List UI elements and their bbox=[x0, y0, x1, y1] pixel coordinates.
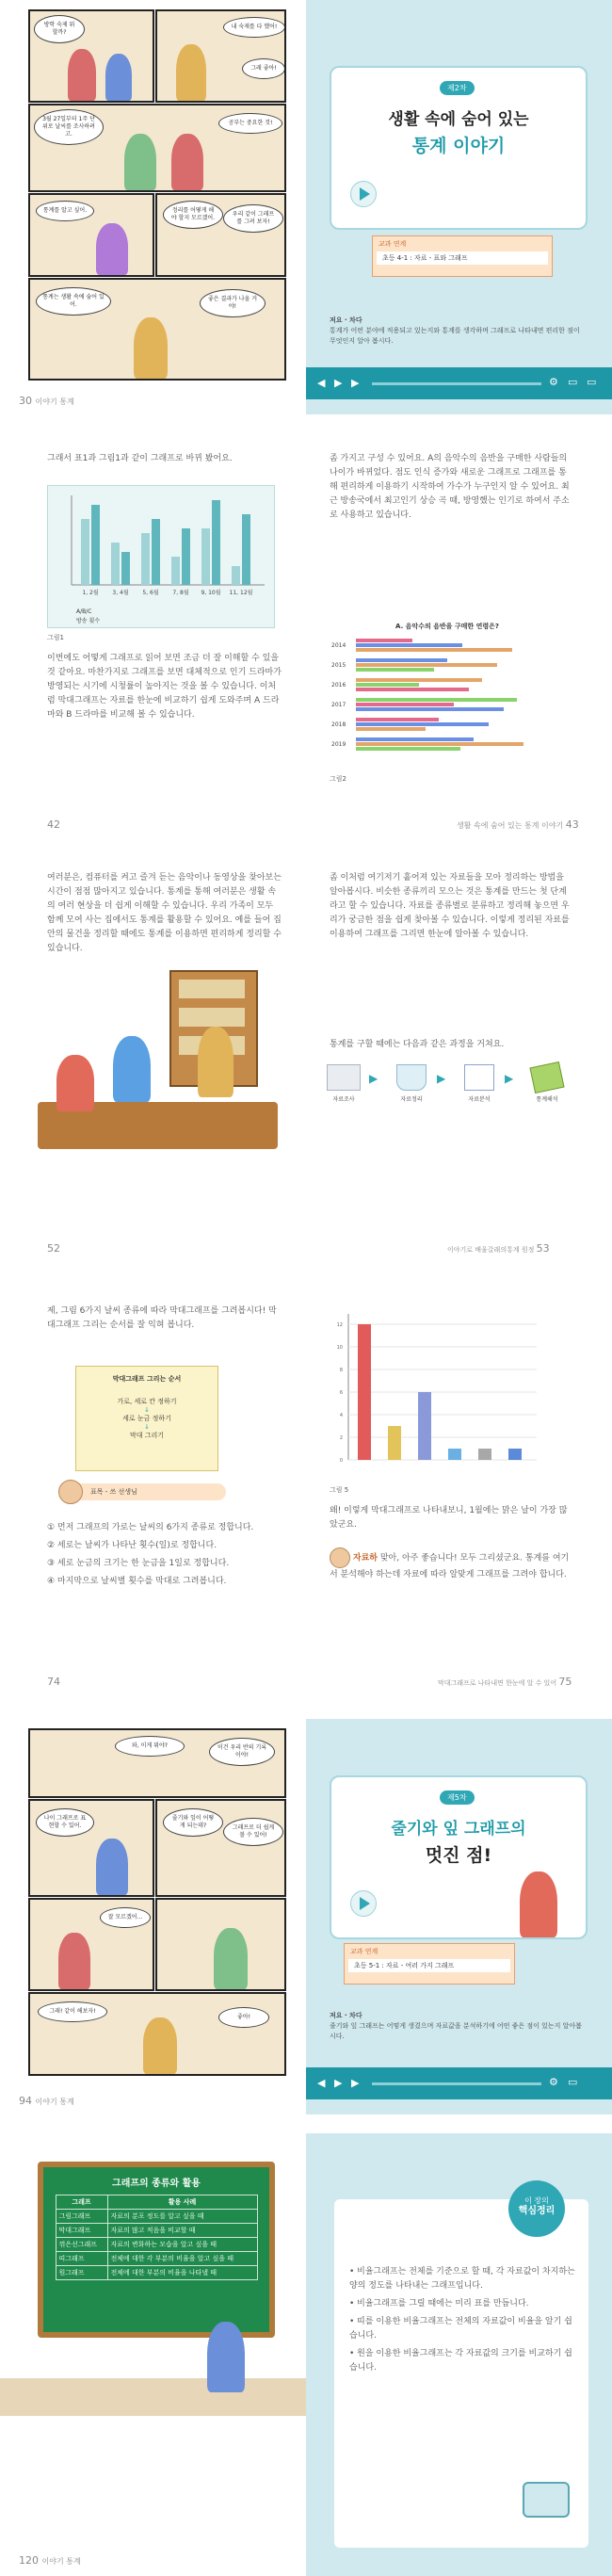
table-row: 꺾은선그래프 자료의 변화하는 모습을 알고 싶을 때 bbox=[56, 2238, 257, 2252]
bar-chart-figure bbox=[47, 485, 275, 628]
text-page bbox=[306, 1295, 612, 1695]
bar bbox=[201, 528, 210, 585]
bar bbox=[356, 688, 469, 691]
comic-page bbox=[0, 0, 306, 414]
bar bbox=[356, 648, 512, 652]
tick-label: 0 bbox=[339, 1458, 343, 1464]
chapter-title-page bbox=[306, 0, 612, 414]
chalkboard bbox=[38, 2162, 275, 2338]
chapter-title-line2: 통계 이야기 bbox=[411, 136, 506, 156]
bar bbox=[232, 566, 240, 585]
page-number: 30 이야기 통계 bbox=[19, 395, 74, 407]
tick-label: 11, 12월 bbox=[229, 590, 253, 596]
play-icon[interactable] bbox=[350, 181, 377, 207]
comic-panel bbox=[28, 1799, 154, 1897]
spread-1 bbox=[0, 0, 612, 414]
bar bbox=[171, 557, 180, 585]
bar bbox=[111, 543, 120, 585]
summary-list bbox=[349, 2265, 575, 2379]
character-figure bbox=[176, 44, 206, 101]
comic-panel bbox=[28, 1898, 154, 1991]
speech-bubble: 통계는 생활 속에 숨어 있어. bbox=[36, 287, 111, 316]
comic-page bbox=[0, 1719, 306, 2114]
chapter-title-line1: 줄기와 잎 그래프의 bbox=[391, 1820, 526, 1839]
comic-panel bbox=[28, 193, 154, 277]
table-row: 막대그래프 자료의 많고 적음을 비교할 때 bbox=[56, 2224, 257, 2238]
character-figure bbox=[68, 49, 96, 101]
speech-bubble: 그래! 같이 해보자! bbox=[38, 2001, 107, 2022]
tip-badge: 표목 - 쓰 선생님 bbox=[66, 1483, 226, 1500]
text-page bbox=[306, 443, 612, 838]
bar bbox=[356, 703, 454, 706]
bar bbox=[418, 1392, 431, 1460]
arrow-icon: ▶ bbox=[437, 1072, 446, 1085]
next-icon[interactable]: ▶ bbox=[351, 2077, 360, 2089]
speech-bubble: 그래 좋아! bbox=[242, 58, 285, 79]
speech-bubble: 공부는 중요한 것! bbox=[218, 113, 282, 134]
bar bbox=[356, 742, 523, 746]
bar bbox=[121, 552, 130, 585]
lead-text: 통계를 구할 때에는 다음과 같은 과정을 거쳐요. bbox=[330, 1040, 505, 1049]
bar bbox=[388, 1426, 401, 1460]
page-number: 막대그래프로 나타내면 한눈에 알 수 있어 75 bbox=[438, 1676, 572, 1688]
desk bbox=[0, 2378, 306, 2416]
comic-panel bbox=[155, 193, 286, 277]
list-item: • 원을 이용한 비율그래프는 각 자료값의 크기를 비교하기 쉽습니다. bbox=[349, 2349, 572, 2373]
body-text: 여러분은, 컴퓨터를 켜고 즐겨 듣는 음악이나 동영상을 찾아보는 시간이 점점 많아지고 있습니다. 통계를 통해 여러분은 생활 속의 여러 현상을 더 쉽게 이해할 수 있습니다. 우리 가족이 모두 함께 모여 사는 집에서도 통계를 활용할 수 있어요. 예를 들어 집안의 물건을 정리할 때에도 통계를 이용하면 편리하게 정리할 수 있습니다. bbox=[47, 873, 282, 953]
bar-chart bbox=[48, 486, 274, 627]
hbar-chart bbox=[330, 631, 565, 758]
table-row: 띠그래프 전체에 대한 각 부분의 비율을 알고 싶을 때 bbox=[56, 2252, 257, 2266]
bar bbox=[356, 663, 497, 667]
teacher-quote: 자료하 맞아, 아주 좋습니다! 모두 그리셨군요. 통계를 여기서 분석해야 하는데 자료에 따라 알맞게 그래프를 그려야 합니다. bbox=[330, 1547, 570, 1582]
baseball-player-figure bbox=[520, 1871, 557, 1937]
video-screen bbox=[330, 66, 588, 230]
progress-bar[interactable] bbox=[372, 382, 541, 385]
speech-bubble: 좋아! bbox=[218, 2007, 269, 2028]
bar bbox=[141, 533, 150, 585]
bar bbox=[242, 514, 250, 585]
bar bbox=[356, 683, 419, 687]
page-number: 42 bbox=[47, 818, 60, 831]
comic-panel bbox=[155, 9, 286, 103]
character-figure bbox=[96, 223, 128, 275]
body-text: 좀 가지고 구성 수 있어요. A의 음악수의 음반을 구매한 사람들의 나이가 바뀌었다. 점도 인식 증가와 새로운 그래프로 그래프를 통해 편리하게 이용하기 시작하여 가수가 누구인지 알 수 있어요. 최근 방송국에서 최고인기 상승 곡 때, 방영했는 인기로 하여서 주소로 사용하고 있습니다. bbox=[330, 454, 570, 520]
tick-label: 9, 10월 bbox=[201, 590, 221, 596]
bar bbox=[356, 643, 462, 647]
body-text: 좀 이처럼 여기저기 흩어져 있는 자료들을 모아 정리하는 방법을 알아봅시다. 비슷한 종류끼리 모으는 것은 통계를 만드는 첫 단계라고 할 수 있습니다. 자료를 종류별로 분류하고 정리해 놓으면 우리가 궁금한 점을 쉽게 찾아볼 수 있습니다. 이렇게 정리된 자료를 이용하여 그래프를 그리면 한눈에 알아볼 수 있습니다. bbox=[330, 873, 570, 939]
text-page bbox=[0, 867, 306, 1262]
comic-panel bbox=[28, 1992, 286, 2076]
step-item: 자료정리 bbox=[388, 1064, 435, 1103]
bar bbox=[212, 500, 220, 585]
bar bbox=[356, 668, 434, 672]
fullscreen-icon[interactable]: ▭ bbox=[568, 2076, 578, 2088]
player-bar bbox=[306, 367, 612, 399]
character-figure bbox=[96, 1839, 128, 1895]
body-text: 그래서 표1과 그림1과 같이 그래프로 바뀌 봤어요. bbox=[47, 454, 233, 463]
speech-bubble: 이건 우리 반의 기록이야! bbox=[209, 1738, 275, 1766]
tick-label: 7, 8월 bbox=[172, 590, 189, 596]
character-figure bbox=[171, 134, 203, 190]
body-text: 제, 그림 6가지 날씨 종류에 따라 막대그래프를 그려봅시다! 막대그래프 그리는 순서를 잘 익혀 봅니다. bbox=[47, 1306, 277, 1330]
spread-5 bbox=[0, 1719, 612, 2114]
bar bbox=[81, 519, 89, 585]
tick-label: 3, 4월 bbox=[112, 590, 129, 596]
step-item: 통계해석 bbox=[523, 1064, 571, 1103]
table-label: A/B/C bbox=[76, 608, 92, 615]
tick-label: 2017 bbox=[331, 702, 346, 708]
speech-bubble: 우리 같이 그래프를 그려 보자! bbox=[223, 204, 283, 233]
bar bbox=[91, 505, 100, 585]
illustration-page bbox=[0, 2133, 306, 2576]
step-item: 자료조사 bbox=[320, 1064, 367, 1103]
page-number: 94 이야기 통계 bbox=[19, 2095, 74, 2107]
speech-bubble: 좋은 결과가 나올 거야! bbox=[200, 289, 266, 317]
tick-label: 1, 2월 bbox=[82, 590, 99, 596]
spread-6 bbox=[0, 2133, 612, 2576]
arrow-icon: ▶ bbox=[505, 1072, 514, 1085]
character-figure bbox=[143, 2017, 177, 2074]
figure-caption: 그림1 bbox=[47, 634, 64, 641]
speech-bubble: 그래프로 더 쉽게 볼 수 있어! bbox=[223, 1818, 283, 1846]
tick-label: 2015 bbox=[331, 662, 346, 669]
character-figure bbox=[134, 317, 168, 379]
board-table: 그래프 활용 사례 그림그래프 자료의 분포 정도를 알고 싶을 때 막대그래프 자료의 많고 적음을 비교할 때 꺾은선그래프 자료의 변화하는 모습을 알고 싶을 때 띠그래프 전체에 대한 각 부분의 비율을 알고 싶을 때 원그래프 전체에 대한 부분의 비율을 나타낼 때 bbox=[56, 2195, 258, 2280]
bar bbox=[356, 707, 504, 711]
tick-label: 2014 bbox=[331, 642, 346, 649]
tick-label: 4 bbox=[339, 1413, 343, 1418]
figure-caption: 그림2 bbox=[330, 775, 346, 783]
weather-bar-chart bbox=[330, 1304, 546, 1479]
text-page bbox=[0, 443, 306, 838]
chapter-caption: 저요 · 차다 통계가 어떤 분야에 적용되고 있는지와 통계를 생각하며 그래프로 나타내면 편리한 점이 무엇인지 알아 봅시다. bbox=[330, 316, 580, 345]
tick-label: 2018 bbox=[331, 721, 346, 728]
video-screen bbox=[330, 1775, 588, 1939]
chapter-title-page bbox=[306, 1719, 612, 2114]
summary-card bbox=[334, 2196, 588, 2548]
page-number: 52 bbox=[47, 1242, 60, 1255]
page-number: 생활 속에 숨어 있는 통계 이야기 43 bbox=[457, 818, 579, 831]
prev-icon[interactable]: ◀ bbox=[317, 2077, 326, 2089]
chapter-tag: 제5차 bbox=[440, 1790, 475, 1805]
page-number: 74 bbox=[47, 1676, 60, 1688]
text-page bbox=[0, 1295, 306, 1695]
table-row: 그림그래프 자료의 분포 정도를 알고 싶을 때 bbox=[56, 2210, 257, 2224]
speech-bubble: 통계를 알고 싶어. bbox=[36, 201, 94, 221]
list-item: • 비율그래프는 전체를 기준으로 할 때, 각 자료값이 차지하는 양의 정도를 나타내는 그래프입니다. bbox=[349, 2267, 575, 2291]
bar bbox=[356, 747, 460, 751]
bar bbox=[478, 1449, 491, 1460]
bar bbox=[358, 1324, 371, 1460]
fullscreen-icon[interactable]: ▭ bbox=[568, 376, 578, 388]
character-figure bbox=[214, 1928, 248, 1989]
step-item: 자료분석 bbox=[456, 1064, 503, 1103]
body-text: 이번에도 어떻게 그래프로 읽어 보면 조금 더 잘 이해할 수 있을 것 같아요. 마찬가지로 그래프를 보면 대체적으로 인기 드라마가 방영되는 시기에 시청률이 높아지는 것을 볼 수 있습니다. 이처럼 막대그래프는 자료를 한눈에 비교하기 쉽게 도와주며 A 드라마와 B 드라마를 비교해 볼 수 있습니다. bbox=[47, 654, 282, 720]
spread-2 bbox=[0, 443, 612, 838]
comic-panel bbox=[28, 104, 286, 192]
spread-4 bbox=[0, 1295, 612, 1695]
bar bbox=[356, 722, 489, 726]
summary-page bbox=[306, 2133, 612, 2576]
tick-label: 8 bbox=[339, 1368, 343, 1373]
bar bbox=[356, 718, 439, 721]
player-bar bbox=[306, 2067, 612, 2099]
horizontal-bar-chart bbox=[330, 622, 565, 763]
arrow-icon: ▶ bbox=[369, 1072, 378, 1085]
prev-icon[interactable]: ◀ bbox=[317, 377, 326, 389]
fullscreen-icon[interactable]: ▭ bbox=[587, 376, 597, 388]
settings-icon[interactable]: ⚙ bbox=[549, 2076, 558, 2088]
play-icon[interactable] bbox=[350, 1890, 377, 1917]
play-icon[interactable]: ▶ bbox=[334, 377, 343, 389]
bar bbox=[356, 698, 517, 702]
tick-label: 10 bbox=[336, 1345, 343, 1351]
page-number: 이야기로 배울갈래의통계 원정 53 bbox=[447, 1242, 550, 1255]
bar bbox=[508, 1449, 522, 1460]
comic-panel bbox=[28, 278, 286, 381]
character-figure bbox=[58, 1933, 90, 1989]
bar bbox=[356, 658, 447, 662]
page-number: 120 이야기 통계 bbox=[19, 2554, 81, 2567]
speech-bubble: 정리를 어떻게 해야 할지 모르겠어. bbox=[163, 201, 223, 229]
bar bbox=[356, 737, 474, 741]
speech-bubble: 잘 모르겠어... bbox=[100, 1907, 151, 1928]
spread-3 bbox=[0, 867, 612, 1262]
comic-panel bbox=[155, 1799, 286, 1897]
tick-label: 5, 6월 bbox=[142, 590, 159, 596]
bar bbox=[356, 727, 426, 731]
tv-icon bbox=[523, 2482, 570, 2518]
progress-bar[interactable] bbox=[372, 2082, 541, 2085]
illustration-room bbox=[38, 970, 278, 1158]
board-title: 그래프의 종류와 활용 bbox=[112, 2179, 201, 2189]
figure-caption: 그림 5 bbox=[330, 1486, 349, 1494]
teacher-avatar bbox=[330, 1547, 350, 1568]
settings-icon[interactable]: ⚙ bbox=[549, 376, 558, 388]
character-figure bbox=[105, 54, 132, 101]
chart-title: A. 음악수의 음반을 구매한 연령은? bbox=[395, 623, 499, 630]
character-figure bbox=[124, 134, 156, 190]
tick-label: 2 bbox=[339, 1435, 343, 1441]
step-list: ① 먼저 그래프의 가로는 날씨의 6가지 종류로 정합니다. ② 세로는 날씨가 나타난 횟수(일)로 정합니다. ③ 세로 눈금의 크기는 한 눈금을 1일로 정합니다. ④ 마지막으로 날씨별 횟수를 막대로 그려봅니다. bbox=[47, 1523, 254, 1586]
curriculum-note: 교과 연계 초등 4-1 : 자료 - 표와 그래프 bbox=[372, 235, 553, 277]
speech-bubble: 방학 숙제 뭐 할까? bbox=[34, 15, 85, 43]
comic-panel bbox=[155, 1898, 286, 1991]
table-label: 방송 횟수 bbox=[76, 618, 101, 624]
table-row: 원그래프 전체에 대한 부분의 비율을 나타낼 때 bbox=[56, 2266, 257, 2280]
next-icon[interactable]: ▶ bbox=[351, 377, 360, 389]
speech-bubble: 줄기와 잎이 어떻게 되는데? bbox=[163, 1808, 223, 1837]
bar-chart bbox=[330, 1304, 546, 1479]
chapter-title-line2: 멋진 점! bbox=[425, 1845, 492, 1866]
body-text: 왜! 이렇게 막대그래프로 나타내보니, 1월에는 맑은 날이 가장 많았군요. bbox=[330, 1506, 568, 1530]
chapter-title-line1: 생활 속에 숨어 있는 bbox=[388, 110, 529, 129]
speech-bubble: 3월 27일부터 1주 단위로 날씨를 조사하려고. bbox=[34, 109, 104, 145]
tick-label: 12 bbox=[336, 1322, 343, 1328]
speech-bubble: 나이 그래프로 표현할 수 있어. bbox=[36, 1808, 94, 1837]
play-icon[interactable]: ▶ bbox=[334, 2077, 343, 2089]
bar bbox=[448, 1449, 461, 1460]
tick-label: 6 bbox=[339, 1390, 343, 1396]
tick-label: 2019 bbox=[331, 741, 346, 748]
list-item: • 띠를 이용한 비율그래프는 전체의 자료값이 비율을 알기 쉽습니다. bbox=[349, 2317, 572, 2341]
comic-panel bbox=[28, 9, 154, 103]
bar bbox=[182, 528, 190, 585]
bar bbox=[356, 639, 412, 642]
chapter-caption: 저요 · 차다 줄기와 잎 그래프는 어떻게 생겼으며 자료값을 분석하기에 어떤 좋은 점이 있는지 알아봅시다. bbox=[330, 2012, 582, 2040]
text-page bbox=[306, 867, 612, 1262]
comic-panel bbox=[28, 1728, 286, 1798]
list-item: • 비율그래프를 그릴 때에는 미리 표를 만듭니다. bbox=[349, 2299, 529, 2309]
speech-bubble: 와, 이게 뭐야? bbox=[115, 1736, 185, 1757]
bar bbox=[356, 678, 482, 682]
character-figure bbox=[207, 2322, 245, 2392]
summary-badge: 이 장의 핵심정리 bbox=[508, 2180, 565, 2237]
process-diagram bbox=[320, 1064, 603, 1121]
tick-label: 2016 bbox=[331, 682, 346, 689]
procedure-box: 막대그래프 그리는 순서 가로, 세로 칸 정하기 ↓ 세로 눈금 정하기 ↓ 막대 그리기 bbox=[75, 1366, 218, 1471]
teacher-avatar bbox=[58, 1480, 83, 1504]
curriculum-note: 교과 연계 초등 5-1 : 자료 - 여러 가지 그래프 bbox=[344, 1943, 515, 1985]
chapter-tag: 제2차 bbox=[440, 81, 475, 95]
bar bbox=[152, 519, 160, 585]
speech-bubble: 내 숙제를 다 했어! bbox=[223, 17, 285, 38]
